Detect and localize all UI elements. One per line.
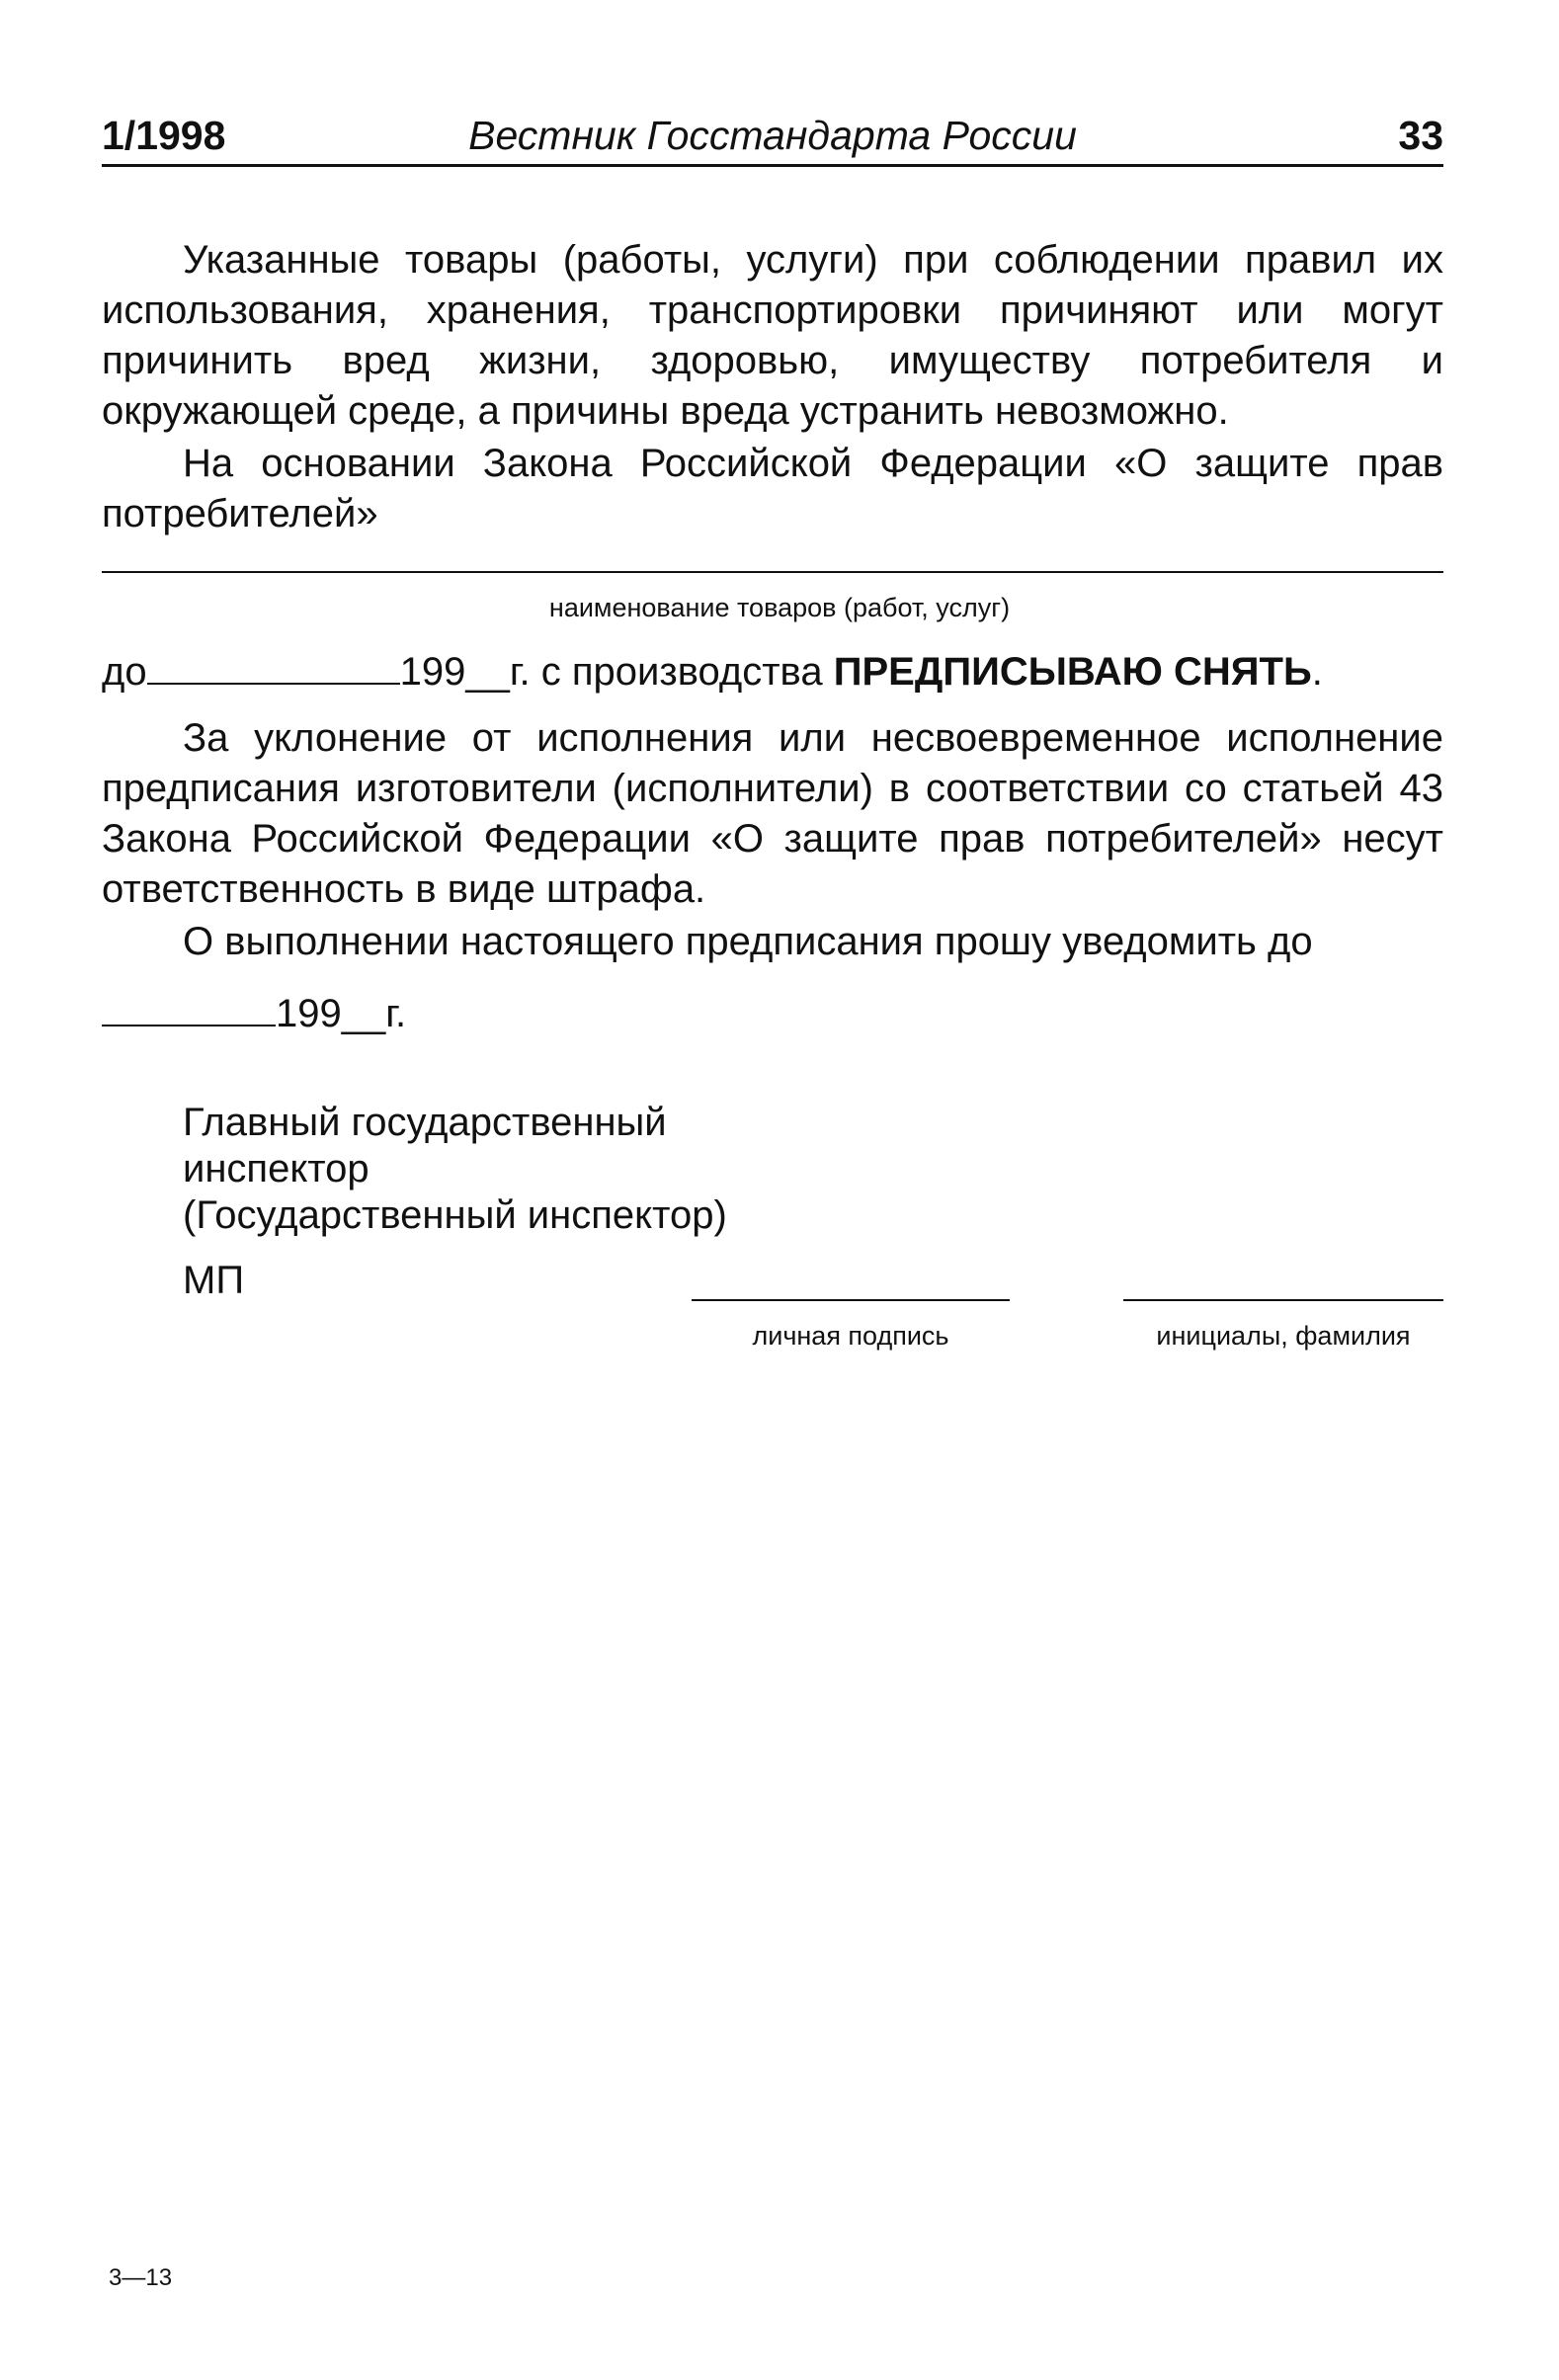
journal-title: Вестник Госстандарта России [468, 113, 1077, 158]
name-caption: инициалы, фамилия [1156, 1321, 1411, 1351]
issue-number: 1/1998 [102, 113, 226, 158]
paragraph-liability: За уклонение от исполнения или несвоевременное исполнение предписания изготовители (исполнители) в соответствии со статьей 43 Закона Российской Федерации «О защите прав потребителей» несут ответственность в виде штрафа. [102, 716, 1443, 911]
date-blank [147, 653, 400, 685]
paragraph-harm: Указанные товары (работы, услуги) при соблюдении правил их использования, хранения, транспортировки причиняют или могут причинить вред жизни, здоровью, имуществу потребителя и окружающей среде, а причины вреда устранить невозможно. [102, 238, 1443, 433]
year-text: 199__г. с производства [399, 650, 823, 694]
inspector-title [183, 1100, 727, 1239]
stamp-label: МП [183, 1259, 245, 1302]
signature-line [692, 1299, 1010, 1301]
order-line [102, 647, 1443, 698]
paragraph-law-basis: На основании Закона Российской Федерации «О защите прав потребителей» [102, 442, 1443, 535]
do-prefix: до [102, 650, 147, 694]
paragraph-notify: О выполнении настоящего предписания прошу уведомить до [183, 920, 1313, 963]
inspector-title-line-1: Главный государственный [183, 1101, 667, 1144]
signature-caption: личная подпись [752, 1321, 949, 1351]
inspector-title-line-3: (Государственный инспектор) [183, 1193, 727, 1237]
inspector-title-line-2: инспектор [183, 1147, 369, 1190]
notify-date-blank [102, 995, 276, 1026]
page-header [102, 109, 1443, 167]
order-period: . [1311, 650, 1323, 694]
date-suffix: 199__г. [276, 992, 407, 1035]
notify-date-line [102, 989, 406, 1039]
sheet-mark: 3—13 [109, 2264, 173, 2291]
goods-name-caption: наименование товаров (работ, услуг) [548, 593, 1011, 622]
order-text: ПРЕДПИСЫВАЮ СНЯТЬ [833, 650, 1312, 694]
name-line [1123, 1299, 1443, 1301]
page-number: 33 [1398, 113, 1443, 158]
goods-name-line [102, 571, 1443, 573]
